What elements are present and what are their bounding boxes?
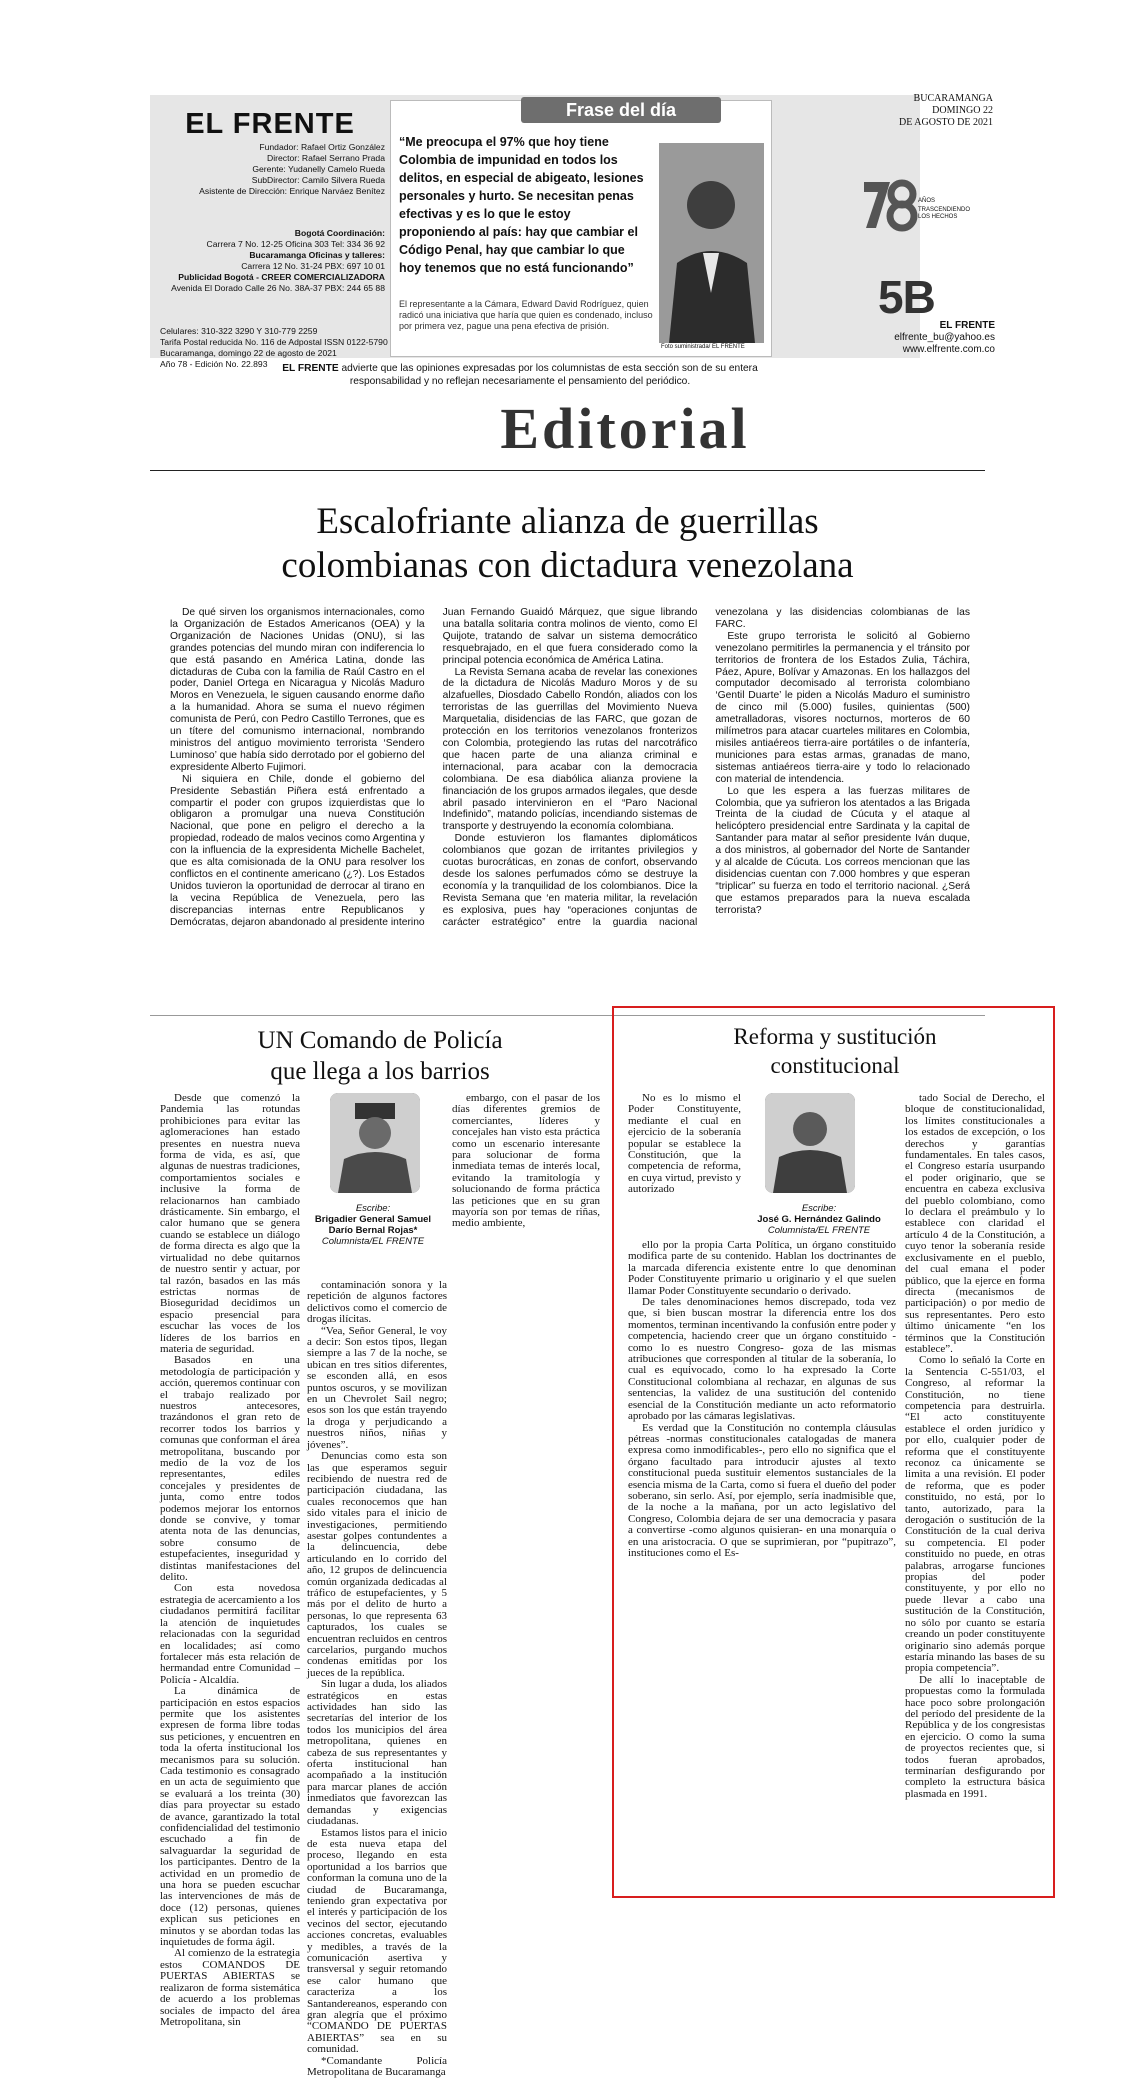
author-byline [743,1203,895,1236]
staff-credits [160,142,385,197]
column-headline [615,1022,1055,1080]
author-name: José G. Hernández Galindo [757,1214,881,1225]
office-credits [160,228,385,294]
paragraph: Estamos listos para el inicio de esta nueva etapa del proceso, llegando en esta oportunidad a los barrios que conforman la comuna uno de la ciudad de Bucaramanga, teniendo gran expectativa por el interés y participación de los vecinos del sector, ejecutando acciones concretas, evaluables y medibles, a través de la comunicación asertiva y transversal y seguir retomando ese calor humano que caracteriza a los Santandereanos, esperando con gran alegría que el próximo “COMANDO DE PUERTAS ABIERTAS” sea en su comunidad. [307,1826,447,2056]
edition-city: BUCARAMANGA [913,93,993,104]
anniversary-logo-icon [862,178,972,233]
editorial-headline [150,500,985,588]
logo-tag: TRASCENDIENDO LOS HECHOS [918,207,971,220]
column-headline [150,1025,610,1087]
paper-name: EL FRENTE [939,320,995,331]
logo-tag: AÑOS [918,198,936,204]
credit-line: Avenida El Dorado Calle 26 No. 38A-37 PBX: 244 65 88 [171,283,385,293]
paragraph: ello por la propia Carta Política, un órgano constituido modifica parte de su contenido. Hablan los doctrinantes de la marcada diferencia existente entre lo que denominan Poder Constituyente primario u originario y el que suelen llamar Poder Constituyente secundario o derivado. [628,1239,896,1297]
editorial-body [170,607,970,1015]
paragraph: *Comandante Policía Metropolitana de Bucaramanga [307,2054,447,2078]
column-text [452,1093,600,1230]
author-byline [308,1203,438,1247]
disclaimer-brand: EL FRENTE [282,363,339,374]
credit-line: Año 78 - Edición No. 22.893 [160,359,268,369]
paragraph: Ni siquiera en Chile, donde el gobierno del Presidente Sebastián Piñera está enfrentado a compartir el poder con grupos izquierdistas que lo obligaron a promulgar una nueva Constitución Nacional, que pone en peligro el derecho a la propiedad, rodeado de malos vecinos como Argentina y con la influencia de la expresidenta Michelle Bachelet, que es alta comisionada de la ONU para resolver los conflictos en el continente americano (¿?). Los Estados Unidos tuvieron la oportunidad de derrocar al tirano en la vecina República de Venezuela, pero las discrepancias internas entre Republicanos y Demócratas, dejaron abandonado al presidente interino Juan Fernando Guaidó Márquez, que sigue librando una batalla solitaria contra molinos de viento, como El Quijote, tratando de salvar un sistema democrático resquebrajado, en el que fuera considerado como la principal potencia económica de América Latina. [170,607,698,928]
paragraph: Este grupo terrorista le solicitó al Gobierno venezolano permitirles la permanencia y el tránsito por territorios de frontera de los Estados Zulia, Táchira, Páez, Apure, Bolívar y Amazonas. En los hallazgos del computador decomisado al terrorista colombiano ‘Gentil Duarte’ le piden a Nicolás Maduro el suministro de cinco mil (5.000) fusiles, quinientas (500) ametralladoras, visores nocturnos, morteros de 60 milímetros para atacar cuarteles militares en Colombia, misiles antiaéreos tierra-aire portátiles o de infantería, municiones para estas armas, granadas de mano, sistemas antiaéreos tierra-aire y todo lo relacionado con material de intendencia. [715,630,970,785]
paragraph: Basados en una metodología de participación y acción, queremos continuar con el trabajo realizado por nuestros antecesores, trazándonos el gran reto de recorrer todos los barrios y comunas que conforman el área metropolitana, buscando por medio de la voz de los representantes, ediles concejales y presidentes de junta, como entre todos podemos mejorar los entornos donde se convive, y tomar atenta nota de las denuncias, sobre consumo de estupefacientes, inseguridad y distintas manifestaciones del delito. [160,1354,300,1584]
credit-line: Bogotá Coordinación: [294,228,385,238]
headline-line: Reforma y sustitución [733,1024,937,1049]
paragraph: Lo que les espera a las fuerzas militares de Colombia, que ya sufrieron los atentados a las Brigada Treinta de la ciudad de Cúcuta y el ataque al helicóptero presidencial entre Sardinata y la capital de Santander para matar al señor presidente Iván duque, a dos ministros, al gobernador del Norte de Santander y al alcalde de Cúcuta. Los correos mencionan que las disidencias cuentan con 7.000 hombres y que esperan “triplicar” su fuerza en todo el territorio nacional. ¿Será que estamos preparados para la nueva escalada terrorista? [715,785,970,916]
paragraph: Sin lugar a duda, los aliados estratégicos en estas actividades han sido las secretarías del interior de los todos los municipios del área metropolitana, quienes en cabeza de sus representantes y oferta institucional han acompañado a la institución para marcar planes de acción inmediatos que favorezcan las demandas y exigencias ciudadanas. [307,1678,447,1828]
paragraph: Donde estuvieron los flamantes diplomáticos colombianos que gozan de irritantes privilegios y cuotas burocráticas, en zonas de confort, observando desde los salones perfumados cómo se destruye la economía y la tranquilidad de los colombianos. Dice la Revista Semana que ‘en materia militar, la revelación es explosiva, pues hay “operaciones conjuntas de carácter estratégico” entre la guardia nacional venezolana y las disidencias colombianas de las FARC. [442,607,970,928]
author-portrait-icon [765,1093,855,1193]
headline-line: constitucional [770,1053,900,1078]
author-role: Columnista/EL FRENTE [321,1236,425,1247]
paragraph: De qué sirven los organismos internacionales, como la Organización de Estados Americanos (OEA) y la Organización de Naciones Unidas (ONU), si las grandes potencias del mundo miran con indiferencia lo que está pasando en América Latina, donde las dictaduras de Cuba con la familia de Raúl Castro en el poder, Daniel Ortega en Nicaragua y Nicolás Maduro Moros en Venezuela, le siguen causando enorme daño a la humanidad. Ahora se suma el nuevo régimen comunista de Perú, con Pedro Castillo Terrones, que es un títere del comunismo internacional, nombrando ministros del antiguo movimiento terrorista ‘Sendero Luminoso’ que había sido derrotado por el gobierno del expresidente Alberto Fujimori. [170,607,425,773]
credit-line: Carrera 12 No. 31-24 PBX: 697 10 01 [241,261,385,271]
credit-line: SubDirector: Camilo Silvera Rueda [251,175,385,185]
credit-line: Carrera 7 No. 12-25 Oficina 303 Tel: 334 36 92 [206,239,385,249]
credit-line: Asistente de Dirección: Enrique Narváez Benítez [199,186,385,196]
headline-line: UN Comando de Policía [257,1027,503,1054]
email-text: elfrente_bu@yahoo.es [894,332,995,343]
paragraph: La Revista Semana acaba de revelar las conexiones de la dictadura de Nicolás Maduro Moros y de su alzafuelles, Diosdado Cabello Rondón, aliados con los terroristas de las guerrillas del Movimiento Nueva Marquetalia, disidencias de las FARC, que gozan de protección en los territorios venezolanos fronterizos con Colombia, protegiendo las rutas del narcotráfico que hacen parte de una alianza criminal e internacional, para acabar con la democracia colombiana. De esa diabólica alianza proviene la financiación de los grupos armados ilegales, que desde abril pasado intervinieron en el “Paro Nacional Indefinido”, matando policías, incendiando sistemas de transporte y destruyendo la economía colombiana. [442,666,698,833]
byline-label: Escribe: [801,1203,837,1214]
paragraph: Denuncias como esta son las que esperamos seguir recibiendo de nuestra red de participación ciudadana, las cuales reconocemos que han sido vitales para el inicio de investigaciones, permitiendo asestar golpes contundentes a la delincuencia, debe articulando en lo corrido del año, 12 grupos de delincuencia común organizada dedicadas al tráfico de estupefacientes, y 5 más por el delito de hurto a personas, lo que representa 63 capturados, los cuales se encuentran recluidos en centros carcelarios, purgando muchos condenas emitidas por los jueces de la república. [307,1450,447,1679]
page-number: 5B [878,271,935,323]
column-text [628,1093,741,1196]
headline-line: que llega a los barrios [270,1058,490,1085]
paragraph: Al comienzo de la estrategia estos COMANDOS DE PUERTAS ABIERTAS se realizaron de forma sistemática de acuerdo a los problemas sociales de impacto del área Metropolitana, sin [160,1947,300,2028]
paragraph: tado Social de Derecho, el bloque de constitucionalidad, los límites constitucionales a los estados de excepción, o los derechos y garantías fundamentales. En tales casos, el Congreso estaría usurpando el poder originario, que se encuentra en cabeza exclusiva del pueblo colombiano, como lo declara el preámbulo y lo establece con claridad el artículo 4 de la Constitución, a cuyo tenor la soberanía reside exclusivamente en el pueblo, del cual emana el poder público, que la ejerce en forma directa (mecanismos de participación) o por medio de sus representantes. Pero esto último únicamente “en los términos que la Constitución establece”. [905,1092,1045,1355]
divider [150,470,985,471]
credit-line: Director: Rafael Serrano Prada [267,153,385,163]
disclaimer-text: advierte que las opiniones expresadas por los columnistas de esta sección son de su entera responsabilidad y no reflejan necesariamente el pensamiento del periódico. [338,363,758,387]
headline-line: Escalofriante alianza de guerrillas [316,501,819,542]
officer-portrait-icon [330,1093,420,1193]
column-text [160,1093,300,2028]
brand-title: EL FRENTE [185,108,355,140]
edition-date: DOMINGO 22 [932,105,993,116]
credit-line: Bucaramanga, domingo 22 de agosto de 2021 [160,348,337,358]
credit-line: Tarifa Postal reducida No. 116 de Adpostal ISSN 0122-5790 [160,337,388,347]
quote-of-day-header: Frase del día [521,97,721,123]
column-text [905,1093,1045,1800]
edition-date: DE AGOSTO DE 2021 [899,117,993,128]
paragraph: De tales denominaciones hemos discrepado, toda vez que, si bien buscan mostrar la diferencia entre los dos momentos, terminan incentivando la confusión entre poder y competencia, haciendo creer que un órgano constituido -como lo es nuestro Congreso- goza de las mismas atribuciones que corresponden al titular de la soberanía, lo cual es equivocado, como lo ha expresado la Corte Constitucional colombiana al rechazar, en algunas de sus sentencias, la validez de una sustitución del contenido esencial de la Constitución mediante un acto reformatorio aprobado por las cámaras legislativas. [628,1296,896,1423]
paragraph: Como lo señaló la Corte en la Sentencia C-551/03, el Congreso, al reformar la Constitución, no tiene competencia para destruirla. “El acto constituyente establece el orden jurídico y por ello, cualquier poder de reforma que el constituyente reconoz ca únicamente se limita a una revisión. El poder de reforma, que es poder constituido, no está, por lo tanto, autorizado, para la derogación o sustitución de la Constitución de la cual deriva su competencia. El poder constituido no puede, en otras palabras, arrogarse funciones propias del poder constituyente, y por ello no puede llevar a cabo una sustitución de la Constitución, no sólo por cuanto se estaría creando un poder constituyente originario sino además porque estaría minando las bases de su propia competencia”. [905,1354,1045,1675]
headline-line: colombianas con dictadura venezolana [281,545,854,586]
paragraph: embargo, con el pasar de los días diferentes gremios de comerciantes, líderes y concejales han visto esta práctica como un escenario interesante para solucionar de forma inmediata temas de interés local, evitando la tramitología y solucionando de forma práctica las peticiones que en su gran mayoría son por temas de riñas, medio ambiente, [452,1092,600,1230]
opinion-disclaimer [255,362,785,388]
paragraph: No es lo mismo el Poder Constituyente, mediante el cual en ejercicio de la soberanía popular se establece la Constitución, que la competencia de reforma, en cuya virtud, previsto y autorizado [628,1092,741,1196]
speaker-photo [659,143,764,343]
paragraph: contaminación sonora y la repetición de algunos factores delictivos como el comercio de drogas ilícitas. [307,1279,447,1326]
quote-text: “Me preocupa el 97% que hoy tiene Colombia de impunidad en todos los delitos, en especial de abigeato, lesiones personales y hurto. Se necesitan penas efectivas y es lo que le estoy proponiendo al país: hay que cambiar el Código Penal, hay que cambiar lo que hoy tenemos que no está funcionando” [399,135,644,275]
column-text [307,1280,447,2078]
paragraph: Desde que comenzó la Pandemia las rotundas prohibiciones para evitar las aglomeraciones han estado presentes en nuestra nueva forma de vida, es así, que algunas de nuestras tradiciones, comportamientos sociales e inclusive la forma de relacionarnos han cambiado drásticamente. Sin embargo, el calor humano que se genera cuando se establece un diálogo de forma directa es algo que la virtualidad no debe quitarnos de nuestro sentir y actuar, por tal razón, basados en las más estrictas normas de Bioseguridad decidimos un espacio presencial para escuchar las voces de los líderes de los barrios en materia de seguridad. [160,1092,300,1355]
anniversary-logo [862,178,972,233]
author-photo [765,1093,855,1193]
section-title: Editorial [500,396,750,461]
byline-label: Escribe: [355,1203,391,1214]
author-name: Brigadier General Samuel Darío Bernal Rojas* [314,1214,432,1236]
quote-of-day-panel [390,100,772,357]
author-role: Columnista/EL FRENTE [767,1225,871,1236]
paragraph: Es verdad que la Constitución no contempla cláusulas pétreas -normas constitucionales catalogadas de manera expresa como inmodificables-, pero ello no significa que el órgano facultado para introducir ajustes al texto constitucional pueda sustituir elementos sustanciales de la esencia misma de la Carta, como si fuera el dueño del poder soberano, sin serlo. Así, por ejemplo, sería inadmisible que, de la noche a la mañana, por un acto legislativo del Congreso, Colombia dejara de ser una democracia y pasara a convertirse -como algunos quisieran- en una monarquía o en una aristocracia. O que se suprimieran, por “pupitrazo”, instituciones como el Es- [628,1421,896,1559]
credit-line: Bucaramanga Oficinas y talleres: [249,250,385,260]
person-silhouette-icon [659,143,764,343]
credit-line: Gerente: Yudanelly Camelo Rueda [252,164,385,174]
author-card [308,1093,438,1273]
credit-line: Fundador: Rafael Ortiz González [259,142,385,152]
brand-block [155,100,388,369]
paragraph: De allí lo inaceptable de propuestas como la formulada hace poco sobre prolongación del período del presidente de la República y de los congresistas en ejercicio. O como la suma de proyectos recientes que, si todos fueran aprobados, terminarían desfigurando por completo la estructura básica plasmada en 1991. [905,1673,1045,1800]
credit-line: Celulares: 310-322 3290 Y 310-779 2259 [160,326,318,336]
contact-info [860,320,995,356]
author-photo [330,1093,420,1193]
quote-caption: El representante a la Cámara, Edward David Rodríguez, quien radicó una iniciativa que haría que quien es condenado, incluso por primera vez, pague una pena efectiva de prisión. [399,299,653,331]
edition-info [893,93,993,129]
paragraph: Con esta novedosa estrategia de acercamiento a los ciudadanos permitirá facilitar la atención de inquietudes relacionadas con la seguridad en localidades; así como fortalecer más esta relación de hermandad entre Comunidad – Policía - Alcaldía. [160,1582,300,1686]
paragraph: “Vea, Señor General, le voy a decir: Son estos tipos, llegan siempre a las 7 de la noche, se ubican en tres sitios diferentes, se esconden allá, en esos puntos oscuros, y se movilizan en un Chevrolet Sail negro; esos son los que están trayendo la droga y perjudicando a nuestros niños, niñas y jóvenes”. [307,1324,447,1451]
website-text: www.elfrente.com.co [902,344,995,355]
photo-credit: Foto suministrada/ EL FRENTE [661,344,745,350]
paragraph: La dinámica de participación en estos espacios permite que los asistentes expresen de forma libre todas sus peticiones, y encuentren en toda la oferta institucional los mecanismos para su solución. Cada testimonio es consagrado en un acta de seguimiento que se evaluará a los treinta (30) días para proyectar su estado de avance, garantizado la total confidencialidad del testimonio escuchado a fin de salvaguardar la seguridad de los participantes. Dentro de la actividad en un promedio de una hora se pueden escuchar las intervenciones de más de doce (12) personas, quienes explican sus peticiones en minutos y se abordan todas las inquietudes de forma ágil. [160,1685,300,1949]
column-text [628,1240,896,1559]
credit-line: Publicidad Bogotá - CREER COMERCIALIZADORA [178,272,385,282]
